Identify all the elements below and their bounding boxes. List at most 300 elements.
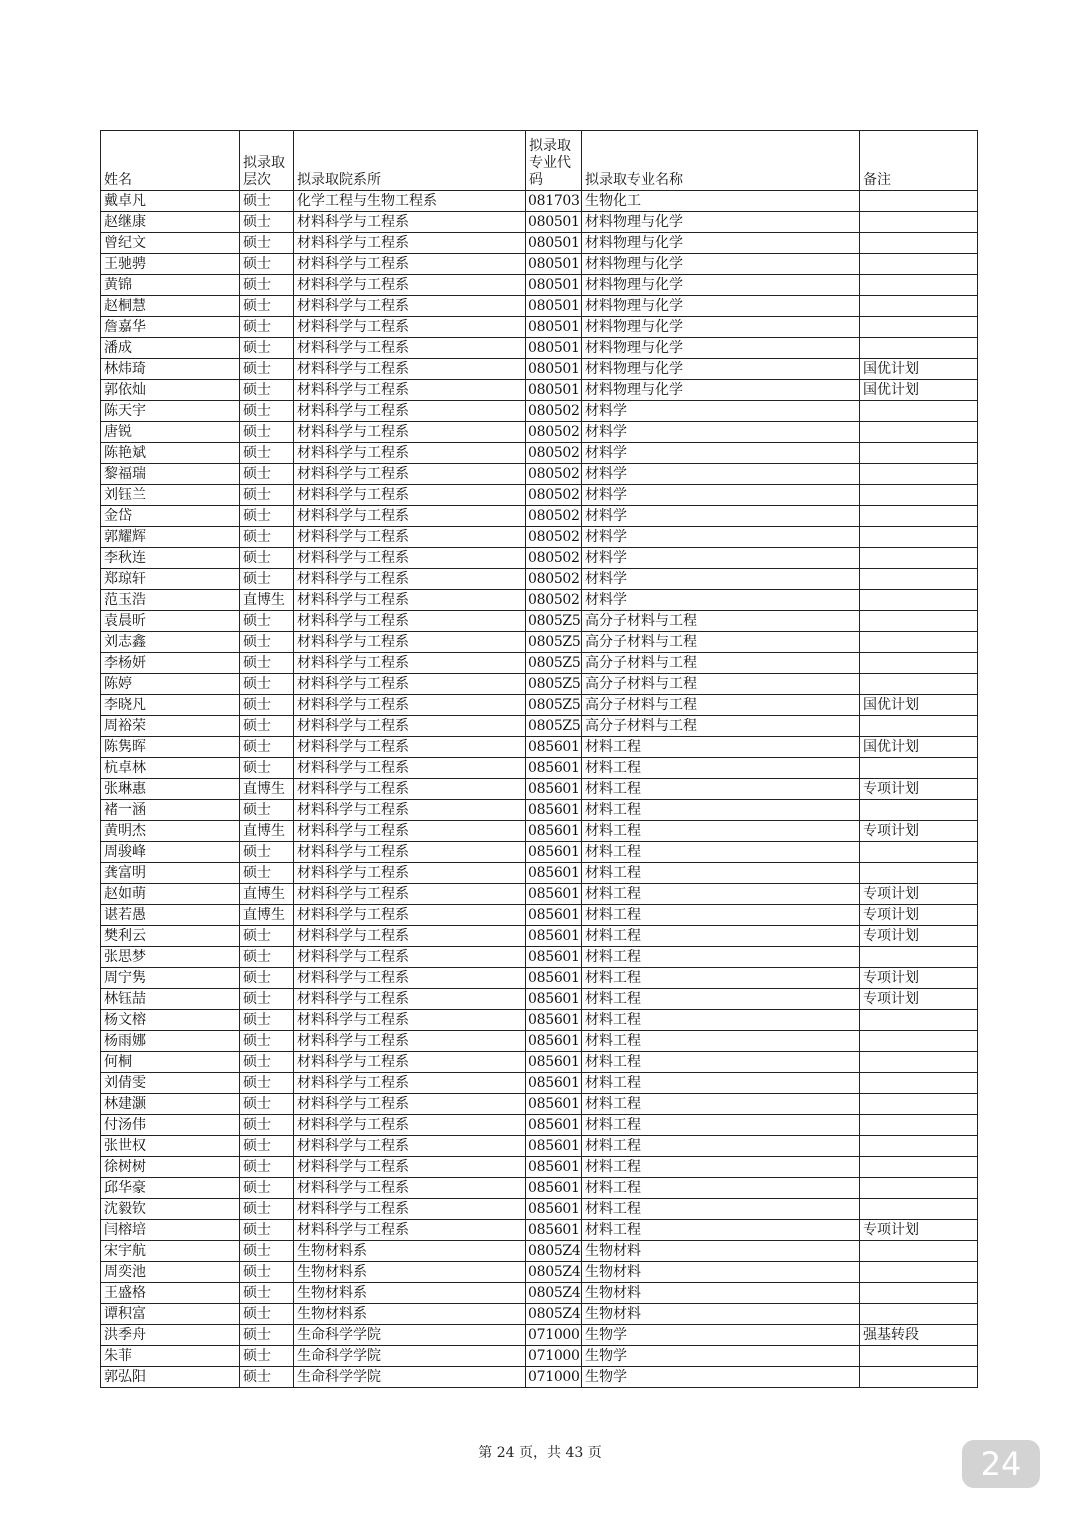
table-row (101, 338, 978, 359)
cell-major-code: 0805Z5 (526, 674, 582, 695)
cell-major-name: 材料工程 (582, 1199, 860, 1220)
table-row (101, 296, 978, 317)
cell-department: 材料科学与工程系 (294, 401, 526, 422)
cell-department: 材料科学与工程系 (294, 1157, 526, 1178)
cell-name: 陈天宇 (101, 401, 240, 422)
table-row (101, 800, 978, 821)
cell-name: 杭卓林 (101, 758, 240, 779)
cell-major-code: 071000 (526, 1325, 582, 1346)
cell-department: 材料科学与工程系 (294, 800, 526, 821)
cell-department: 材料科学与工程系 (294, 863, 526, 884)
cell-major-name: 材料学 (582, 401, 860, 422)
cell-name: 龚富明 (101, 863, 240, 884)
cell-name: 宋宇航 (101, 1241, 240, 1262)
cell-major-code: 085601 (526, 1157, 582, 1178)
cell-remark (860, 1283, 978, 1304)
cell-department: 材料科学与工程系 (294, 527, 526, 548)
cell-major-name: 材料学 (582, 443, 860, 464)
table-row (101, 1304, 978, 1325)
cell-level: 硕士 (240, 1178, 294, 1199)
cell-name: 李秋连 (101, 548, 240, 569)
cell-name: 陈婷 (101, 674, 240, 695)
cell-remark: 国优计划 (860, 359, 978, 380)
cell-department: 生物材料系 (294, 1241, 526, 1262)
cell-level: 硕士 (240, 695, 294, 716)
cell-level: 硕士 (240, 968, 294, 989)
cell-remark (860, 1157, 978, 1178)
cell-level: 硕士 (240, 1241, 294, 1262)
cell-remark (860, 1010, 978, 1031)
table-row (101, 695, 978, 716)
cell-level: 硕士 (240, 1262, 294, 1283)
cell-department: 材料科学与工程系 (294, 212, 526, 233)
table-row (101, 380, 978, 401)
page-footer: 第 24 页，共 43 页 (478, 1445, 602, 1461)
cell-level: 硕士 (240, 653, 294, 674)
cell-major-name: 材料工程 (582, 1115, 860, 1136)
cell-major-code: 080502 (526, 401, 582, 422)
cell-major-code: 080501 (526, 380, 582, 401)
cell-department: 材料科学与工程系 (294, 821, 526, 842)
cell-remark (860, 548, 978, 569)
cell-name: 林炜琦 (101, 359, 240, 380)
cell-remark (860, 674, 978, 695)
cell-major-name: 材料工程 (582, 947, 860, 968)
cell-name: 褚一涵 (101, 800, 240, 821)
cell-department: 材料科学与工程系 (294, 905, 526, 926)
cell-major-code: 085601 (526, 1094, 582, 1115)
cell-name: 赵桐慧 (101, 296, 240, 317)
cell-name: 陈艳斌 (101, 443, 240, 464)
cell-major-name: 材料工程 (582, 968, 860, 989)
cell-name: 李杨妍 (101, 653, 240, 674)
cell-remark (860, 1073, 978, 1094)
cell-name: 周奕池 (101, 1262, 240, 1283)
cell-major-name: 材料物理与化学 (582, 317, 860, 338)
cell-department: 材料科学与工程系 (294, 590, 526, 611)
cell-major-code: 085601 (526, 968, 582, 989)
cell-name: 赵继康 (101, 212, 240, 233)
cell-name: 曾纪文 (101, 233, 240, 254)
cell-level: 硕士 (240, 464, 294, 485)
header-level: 拟录取层次 (240, 131, 294, 191)
cell-level: 硕士 (240, 443, 294, 464)
cell-department: 材料科学与工程系 (294, 1220, 526, 1241)
cell-level: 硕士 (240, 317, 294, 338)
cell-major-code: 0805Z5 (526, 611, 582, 632)
cell-department: 材料科学与工程系 (294, 947, 526, 968)
cell-major-name: 材料物理与化学 (582, 233, 860, 254)
cell-department: 材料科学与工程系 (294, 422, 526, 443)
cell-department: 材料科学与工程系 (294, 695, 526, 716)
cell-remark (860, 1031, 978, 1052)
cell-remark (860, 233, 978, 254)
cell-department: 生物材料系 (294, 1262, 526, 1283)
table-row (101, 422, 978, 443)
cell-major-name: 材料工程 (582, 905, 860, 926)
table-row (101, 926, 978, 947)
cell-major-code: 085601 (526, 758, 582, 779)
cell-name: 黎福瑞 (101, 464, 240, 485)
cell-level: 硕士 (240, 1073, 294, 1094)
table-row (101, 611, 978, 632)
table-row (101, 947, 978, 968)
cell-level: 硕士 (240, 1115, 294, 1136)
cell-major-name: 生物材料 (582, 1262, 860, 1283)
cell-department: 材料科学与工程系 (294, 989, 526, 1010)
cell-remark (860, 506, 978, 527)
table-row (101, 1241, 978, 1262)
cell-name: 郭依灿 (101, 380, 240, 401)
cell-major-name: 材料物理与化学 (582, 380, 860, 401)
cell-remark (860, 611, 978, 632)
cell-level: 硕士 (240, 275, 294, 296)
cell-name: 张琳惠 (101, 779, 240, 800)
cell-major-code: 0805Z4 (526, 1283, 582, 1304)
cell-name: 杨文榕 (101, 1010, 240, 1031)
table-row (101, 737, 978, 758)
table-row (101, 1199, 978, 1220)
cell-level: 硕士 (240, 1199, 294, 1220)
cell-level: 硕士 (240, 716, 294, 737)
cell-remark (860, 863, 978, 884)
cell-level: 硕士 (240, 1052, 294, 1073)
cell-major-name: 材料工程 (582, 1010, 860, 1031)
cell-level: 直博生 (240, 821, 294, 842)
cell-major-name: 生物材料 (582, 1304, 860, 1325)
table-row (101, 989, 978, 1010)
table-row (101, 548, 978, 569)
table-row (101, 212, 978, 233)
table-row (101, 506, 978, 527)
table-row (101, 1073, 978, 1094)
cell-level: 硕士 (240, 632, 294, 653)
cell-major-code: 085601 (526, 779, 582, 800)
header-department: 拟录取院系所 (294, 131, 526, 191)
table-row (101, 1010, 978, 1031)
cell-major-name: 材料工程 (582, 821, 860, 842)
cell-remark (860, 401, 978, 422)
cell-level: 硕士 (240, 254, 294, 275)
cell-major-code: 071000 (526, 1346, 582, 1367)
cell-major-code: 080501 (526, 359, 582, 380)
cell-remark (860, 254, 978, 275)
table-row (101, 968, 978, 989)
cell-major-code: 080501 (526, 254, 582, 275)
cell-major-name: 材料学 (582, 485, 860, 506)
cell-name: 郑琼轩 (101, 569, 240, 590)
cell-level: 硕士 (240, 527, 294, 548)
table-row (101, 590, 978, 611)
cell-major-code: 085601 (526, 737, 582, 758)
cell-department: 生命科学学院 (294, 1367, 526, 1388)
cell-level: 硕士 (240, 674, 294, 695)
table-row (101, 569, 978, 590)
table-row (101, 905, 978, 926)
table-row (101, 254, 978, 275)
cell-name: 刘钰兰 (101, 485, 240, 506)
cell-major-code: 071000 (526, 1367, 582, 1388)
cell-major-code: 080501 (526, 338, 582, 359)
cell-major-name: 材料工程 (582, 1220, 860, 1241)
cell-remark (860, 485, 978, 506)
cell-name: 邱华豪 (101, 1178, 240, 1199)
cell-name: 郭耀辉 (101, 527, 240, 548)
cell-remark: 专项计划 (860, 926, 978, 947)
cell-level: 直博生 (240, 590, 294, 611)
cell-remark (860, 527, 978, 548)
cell-department: 材料科学与工程系 (294, 1052, 526, 1073)
table-row (101, 716, 978, 737)
cell-major-name: 生物学 (582, 1367, 860, 1388)
cell-department: 材料科学与工程系 (294, 632, 526, 653)
cell-name: 沈毅钦 (101, 1199, 240, 1220)
cell-remark: 强基转段 (860, 1325, 978, 1346)
cell-level: 硕士 (240, 1283, 294, 1304)
cell-remark (860, 464, 978, 485)
table-row (101, 863, 978, 884)
cell-department: 材料科学与工程系 (294, 1073, 526, 1094)
cell-name: 闫榕培 (101, 1220, 240, 1241)
cell-major-code: 085601 (526, 1073, 582, 1094)
cell-major-code: 080501 (526, 212, 582, 233)
cell-remark: 国优计划 (860, 695, 978, 716)
cell-remark (860, 1115, 978, 1136)
cell-major-code: 080502 (526, 485, 582, 506)
cell-level: 直博生 (240, 779, 294, 800)
cell-name: 林钰喆 (101, 989, 240, 1010)
table-row (101, 1031, 978, 1052)
cell-department: 材料科学与工程系 (294, 716, 526, 737)
cell-major-code: 085601 (526, 1010, 582, 1031)
table-row (101, 674, 978, 695)
cell-department: 材料科学与工程系 (294, 779, 526, 800)
cell-major-code: 085601 (526, 1052, 582, 1073)
cell-level: 硕士 (240, 1367, 294, 1388)
cell-level: 硕士 (240, 1304, 294, 1325)
cell-level: 硕士 (240, 863, 294, 884)
cell-major-name: 材料物理与化学 (582, 296, 860, 317)
header-name: 姓名 (101, 131, 240, 191)
cell-major-code: 0805Z4 (526, 1262, 582, 1283)
cell-major-code: 085601 (526, 1178, 582, 1199)
cell-department: 生物材料系 (294, 1304, 526, 1325)
cell-remark (860, 947, 978, 968)
cell-level: 硕士 (240, 737, 294, 758)
table-row (101, 779, 978, 800)
cell-department: 材料科学与工程系 (294, 884, 526, 905)
cell-major-name: 材料工程 (582, 800, 860, 821)
cell-level: 硕士 (240, 296, 294, 317)
cell-major-name: 材料工程 (582, 926, 860, 947)
cell-major-name: 材料学 (582, 548, 860, 569)
cell-remark (860, 317, 978, 338)
cell-major-code: 085601 (526, 905, 582, 926)
table-row (101, 1262, 978, 1283)
cell-level: 硕士 (240, 485, 294, 506)
cell-major-code: 0805Z4 (526, 1304, 582, 1325)
cell-name: 周骏峰 (101, 842, 240, 863)
cell-major-code: 080501 (526, 275, 582, 296)
cell-level: 硕士 (240, 1031, 294, 1052)
cell-major-code: 0805Z5 (526, 632, 582, 653)
cell-department: 材料科学与工程系 (294, 1010, 526, 1031)
header-major-name: 拟录取专业名称 (582, 131, 860, 191)
cell-level: 硕士 (240, 422, 294, 443)
cell-remark (860, 212, 978, 233)
cell-department: 材料科学与工程系 (294, 926, 526, 947)
cell-level: 硕士 (240, 1346, 294, 1367)
table-row (101, 1325, 978, 1346)
table-row (101, 317, 978, 338)
cell-name: 谭积富 (101, 1304, 240, 1325)
table-row (101, 1094, 978, 1115)
cell-level: 硕士 (240, 380, 294, 401)
cell-major-name: 材料学 (582, 590, 860, 611)
cell-name: 王驰骋 (101, 254, 240, 275)
table-row (101, 758, 978, 779)
cell-major-code: 080501 (526, 296, 582, 317)
cell-remark (860, 1304, 978, 1325)
cell-level: 硕士 (240, 191, 294, 212)
cell-name: 陈隽晖 (101, 737, 240, 758)
cell-name: 徐树树 (101, 1157, 240, 1178)
header-major-code: 拟录取专业代码 (526, 131, 582, 191)
table-row (101, 1157, 978, 1178)
cell-major-code: 0805Z4 (526, 1241, 582, 1262)
cell-major-code: 0805Z5 (526, 653, 582, 674)
admission-table (100, 130, 978, 1388)
table-row (101, 1346, 978, 1367)
cell-remark (860, 758, 978, 779)
page-number-badge: 24 (962, 1440, 1040, 1488)
cell-level: 硕士 (240, 401, 294, 422)
cell-major-code: 080502 (526, 548, 582, 569)
cell-remark (860, 275, 978, 296)
cell-department: 材料科学与工程系 (294, 1199, 526, 1220)
cell-department: 化学工程与生物工程系 (294, 191, 526, 212)
cell-name: 刘志鑫 (101, 632, 240, 653)
cell-major-code: 085601 (526, 863, 582, 884)
table-row (101, 359, 978, 380)
cell-major-name: 材料工程 (582, 1157, 860, 1178)
cell-major-name: 材料工程 (582, 758, 860, 779)
cell-name: 戴卓凡 (101, 191, 240, 212)
table-row (101, 842, 978, 863)
cell-remark: 国优计划 (860, 737, 978, 758)
cell-major-name: 高分子材料与工程 (582, 695, 860, 716)
cell-department: 材料科学与工程系 (294, 1115, 526, 1136)
cell-major-name: 材料物理与化学 (582, 275, 860, 296)
cell-level: 硕士 (240, 359, 294, 380)
table-row (101, 632, 978, 653)
cell-major-code: 085601 (526, 821, 582, 842)
table-row (101, 233, 978, 254)
cell-name: 周裕荣 (101, 716, 240, 737)
cell-remark: 专项计划 (860, 1220, 978, 1241)
cell-major-name: 生物学 (582, 1325, 860, 1346)
cell-name: 唐锐 (101, 422, 240, 443)
cell-remark: 专项计划 (860, 989, 978, 1010)
cell-major-code: 085601 (526, 1031, 582, 1052)
cell-name: 李晓凡 (101, 695, 240, 716)
cell-major-name: 材料学 (582, 506, 860, 527)
table-row (101, 1115, 978, 1136)
cell-level: 硕士 (240, 989, 294, 1010)
cell-level: 硕士 (240, 1220, 294, 1241)
cell-major-name: 材料工程 (582, 779, 860, 800)
cell-department: 材料科学与工程系 (294, 569, 526, 590)
cell-major-code: 081703 (526, 191, 582, 212)
cell-name: 张世权 (101, 1136, 240, 1157)
cell-remark (860, 1178, 978, 1199)
cell-remark: 专项计划 (860, 968, 978, 989)
cell-major-code: 080502 (526, 464, 582, 485)
cell-department: 材料科学与工程系 (294, 233, 526, 254)
cell-major-code: 085601 (526, 926, 582, 947)
table-row (101, 443, 978, 464)
cell-department: 材料科学与工程系 (294, 758, 526, 779)
cell-department: 材料科学与工程系 (294, 317, 526, 338)
cell-level: 硕士 (240, 947, 294, 968)
cell-level: 硕士 (240, 1325, 294, 1346)
cell-level: 硕士 (240, 842, 294, 863)
cell-level: 硕士 (240, 1157, 294, 1178)
cell-department: 材料科学与工程系 (294, 254, 526, 275)
cell-department: 材料科学与工程系 (294, 611, 526, 632)
cell-level: 硕士 (240, 926, 294, 947)
cell-major-name: 材料学 (582, 422, 860, 443)
cell-remark (860, 716, 978, 737)
cell-remark: 专项计划 (860, 905, 978, 926)
cell-major-name: 材料工程 (582, 842, 860, 863)
table-row (101, 527, 978, 548)
cell-department: 生命科学学院 (294, 1346, 526, 1367)
cell-level: 直博生 (240, 905, 294, 926)
cell-remark (860, 1241, 978, 1262)
cell-level: 硕士 (240, 548, 294, 569)
cell-major-name: 材料工程 (582, 989, 860, 1010)
cell-remark: 国优计划 (860, 380, 978, 401)
cell-level: 硕士 (240, 800, 294, 821)
cell-remark (860, 590, 978, 611)
cell-major-name: 材料物理与化学 (582, 254, 860, 275)
cell-major-name: 材料工程 (582, 1073, 860, 1094)
cell-major-name: 高分子材料与工程 (582, 611, 860, 632)
cell-major-name: 材料物理与化学 (582, 338, 860, 359)
cell-level: 硕士 (240, 212, 294, 233)
cell-major-name: 生物材料 (582, 1283, 860, 1304)
cell-level: 硕士 (240, 1136, 294, 1157)
cell-major-name: 高分子材料与工程 (582, 632, 860, 653)
cell-remark (860, 842, 978, 863)
cell-name: 袁晨昕 (101, 611, 240, 632)
cell-major-name: 高分子材料与工程 (582, 653, 860, 674)
cell-major-code: 0805Z5 (526, 695, 582, 716)
cell-major-code: 080501 (526, 317, 582, 338)
cell-major-code: 085601 (526, 947, 582, 968)
cell-major-code: 085601 (526, 989, 582, 1010)
table-row (101, 485, 978, 506)
table-row (101, 821, 978, 842)
cell-major-code: 085601 (526, 1115, 582, 1136)
cell-remark: 专项计划 (860, 821, 978, 842)
cell-major-name: 高分子材料与工程 (582, 674, 860, 695)
cell-remark (860, 569, 978, 590)
cell-name: 周宁隽 (101, 968, 240, 989)
cell-major-name: 材料工程 (582, 863, 860, 884)
cell-department: 材料科学与工程系 (294, 506, 526, 527)
